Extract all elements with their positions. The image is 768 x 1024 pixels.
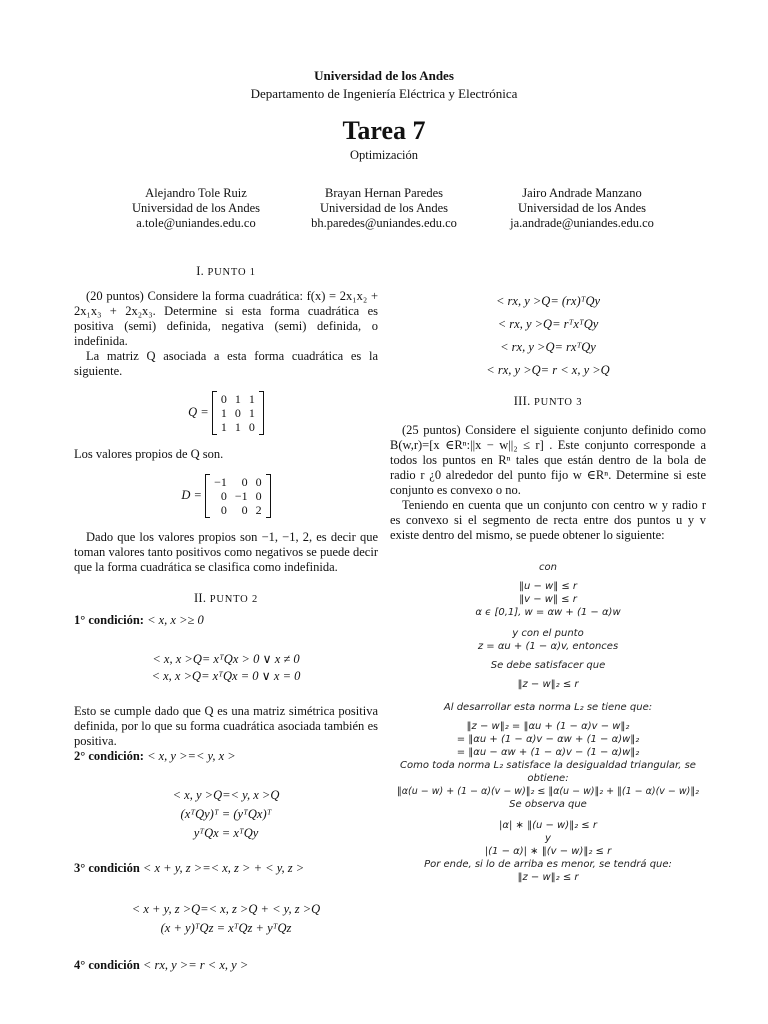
paragraph: La matriz Q asociada a esta forma cuadrática es la siguiente. — [74, 349, 378, 378]
author-2 — [274, 186, 494, 231]
department-title: Departamento de Ingeniería Eléctrica y Electrónica — [250, 86, 518, 101]
paragraph: Esto se cumple dado que Q es una matriz simétrica positiva definida, por lo que su forma cuadrática asociada también es positiva. — [74, 704, 378, 748]
paragraph: Teniendo en cuenta que un conjunto con centro w y radio r es convexo si el segmento de recta entre dos puntos u y v existe dentro del mismo, se puede obtener lo siguiente: — [390, 498, 706, 542]
author-3 — [472, 186, 692, 231]
matrix-cell: 0 — [241, 503, 248, 517]
derivation-line: y con el punto — [512, 628, 584, 639]
author-email: bh.paredes@uniandes.edu.co — [311, 216, 457, 230]
paper-subtitle: Optimización — [349, 148, 419, 162]
derivation-line: α ϵ [0,1], w = αw + (1 − α)w — [475, 607, 621, 618]
derivation-line: ‖α(u − w) + (1 − α)(v − w)‖₂ ≤ ‖α(u − w)‖₂ + ‖(1 − α)(v − w)‖₂ — [397, 786, 699, 797]
derivation-line: ‖z − w‖₂ ≤ r — [517, 679, 579, 690]
derivation-line: y — [545, 833, 551, 844]
equation: < rx, y >Q= rxᵀQy — [500, 340, 596, 354]
matrix-cell: 0 — [220, 489, 227, 503]
derivation-line: ‖u − w‖ ≤ r — [518, 581, 578, 592]
condition-label: 1° condición: — [74, 613, 144, 627]
condition-3 — [74, 861, 378, 876]
equation: (x + y)ᵀQz = xᵀQz + yᵀQz — [160, 921, 292, 935]
derivation-line: ‖z − w‖₂ ≤ r — [517, 872, 579, 883]
matrix-d — [205, 474, 271, 518]
author-affiliation: Universidad de los Andes — [131, 201, 261, 215]
matrix-cell: 0 — [241, 475, 248, 489]
derivation-line: con — [539, 562, 557, 573]
equation: < x, y >Q=< y, x >Q — [172, 788, 280, 802]
equation: < x, x >Q= xᵀQx > 0 ∨ x ≠ 0 — [152, 652, 300, 666]
condition-label: 2° condición: — [74, 749, 144, 763]
left-column — [74, 264, 378, 973]
section-title: PUNTO 3 — [533, 397, 583, 408]
derivation-line: Al desarrollar esta norma L₂ se tiene que: — [443, 702, 653, 713]
matrix-label: Q = — [188, 404, 209, 419]
matrix-cell: 1 — [220, 406, 227, 420]
matrix-q — [212, 391, 264, 435]
derivation-line: ‖z − w‖₂ = ‖αu + (1 − α)v − w‖₂ — [466, 721, 630, 732]
condition-2 — [74, 749, 378, 764]
matrix-q-equation — [74, 391, 378, 435]
convexity-derivation — [390, 561, 706, 884]
matrix-cell: −1 — [214, 475, 227, 489]
condition-label: 4° condición — [74, 958, 140, 972]
equation: < x + y, z >Q=< x, z >Q + < y, z >Q — [131, 902, 321, 916]
paragraph: (25 puntos) Considere el siguiente conjunto definido como B(w,r)=[x ∈Rⁿ:||x − w||₂ ≤ r] . Este conjunto corresponde a todos los puntos en Rⁿ tales que están dentro de la bola de radio r ¿0 alrededor del punto fijo w ∈Rⁿ. Determine si este conjunto es convexo o no. — [390, 423, 706, 497]
matrix-cell: 0 — [248, 420, 255, 434]
matrix-cell: −1 — [234, 489, 248, 503]
condition-4 — [74, 958, 378, 973]
condition-1 — [74, 613, 378, 628]
section-number: III. — [513, 394, 531, 408]
matrix-cell: 0 — [255, 489, 262, 503]
equation: < rx, y >Q= (rx)ᵀQy — [495, 294, 601, 308]
matrix-cell: 0 — [255, 475, 262, 489]
derivation-line: Se debe satisfacer que — [490, 660, 606, 671]
equation: < x, x >Q= xᵀQx = 0 ∨ x = 0 — [151, 669, 301, 683]
derivation-line: |α| ∗ ‖(u − w)‖₂ ≤ r — [499, 820, 597, 831]
matrix-d-equation — [74, 474, 378, 518]
section-heading-1 — [74, 264, 378, 280]
equation: yᵀQx = xᵀQy — [193, 826, 259, 840]
matrix-cell: 0 — [220, 503, 227, 517]
author-email: a.tole@uniandes.edu.co — [136, 216, 256, 230]
condition-expression: < x, x >≥ 0 — [147, 613, 204, 627]
matrix-cell: 0 — [220, 392, 227, 406]
matrix-cell: 0 — [234, 406, 241, 420]
matrix-cell: 2 — [255, 503, 262, 517]
derivation-line: = ‖αu − αw + (1 − α)v − (1 − α)w‖₂ — [456, 747, 640, 758]
derivation-line: ‖v − w‖ ≤ r — [519, 594, 577, 605]
paragraph: Dado que los valores propios son −1, −1, 2, es decir que toman valores tanto positivos como negativos se puede decir que la forma cuadrática se clasifica como indefinida. — [74, 530, 378, 574]
condition-expression: < rx, y >= r < x, y > — [142, 958, 249, 972]
matrix-label: D = — [181, 487, 202, 502]
section-title: PUNTO 2 — [209, 594, 259, 605]
matrix-cell: 1 — [220, 420, 227, 434]
matrix-cell: 1 — [248, 392, 255, 406]
paragraph: (20 puntos) Considere la forma cuadrática: f(x) = 2x₁x₂ + 2x₁x₃ + 2x₂x₃. Determine si esta forma cuadrática es positiva (semi) definida, negativa (semi) definida, o indefinida. — [74, 289, 378, 348]
author-name: Jairo Andrade Manzano — [522, 186, 642, 200]
section-title: PUNTO 1 — [207, 267, 256, 278]
equation: < rx, y >Q= r < x, y >Q — [486, 363, 610, 377]
section-heading-3 — [390, 394, 706, 410]
section-number: II. — [193, 591, 207, 605]
author-affiliation: Universidad de los Andes — [319, 201, 449, 215]
derivation-line: z = αu + (1 − α)v, entonces — [477, 641, 619, 652]
author-name: Brayan Hernan Paredes — [324, 186, 443, 200]
paper-title: Tarea 7 — [342, 116, 426, 145]
derivation-line: |(1 − α)| ∗ ‖(v − w)‖₂ ≤ r — [484, 846, 612, 857]
author-email: ja.andrade@uniandes.edu.co — [510, 216, 654, 230]
derivation-line: = ‖αu + (1 − α)v − αw + (1 − α)w‖₂ — [456, 734, 640, 745]
author-name: Alejandro Tole Ruiz — [145, 186, 247, 200]
condition-expression: < x, y >=< y, x > — [147, 749, 236, 763]
derivation-line: Se observa que — [509, 799, 587, 810]
equation: (xᵀQy)ᵀ = (yᵀQx)ᵀ — [180, 807, 272, 821]
author-affiliation: Universidad de los Andes — [517, 201, 647, 215]
matrix-cell: 1 — [234, 392, 241, 406]
condition-expression: < x + y, z >=< x, z > + < y, z > — [142, 861, 305, 875]
right-column — [390, 294, 706, 884]
paragraph: Los valores propios de Q son. — [74, 447, 224, 461]
equation: < rx, y >Q= rᵀxᵀQy — [497, 317, 599, 331]
derivation-line: Como toda norma L₂ satisface la desigualdad triangular, se obtiene: — [400, 760, 696, 784]
author-1 — [86, 186, 306, 231]
section-heading-2 — [74, 591, 378, 607]
matrix-cell: 1 — [248, 406, 255, 420]
condition-label: 3° condición — [74, 861, 140, 875]
section-number: I. — [196, 264, 205, 278]
derivation-line: Por ende, si lo de arriba es menor, se tendrá que: — [424, 859, 672, 870]
university-title: Universidad de los Andes — [314, 68, 454, 83]
matrix-cell: 1 — [234, 420, 241, 434]
